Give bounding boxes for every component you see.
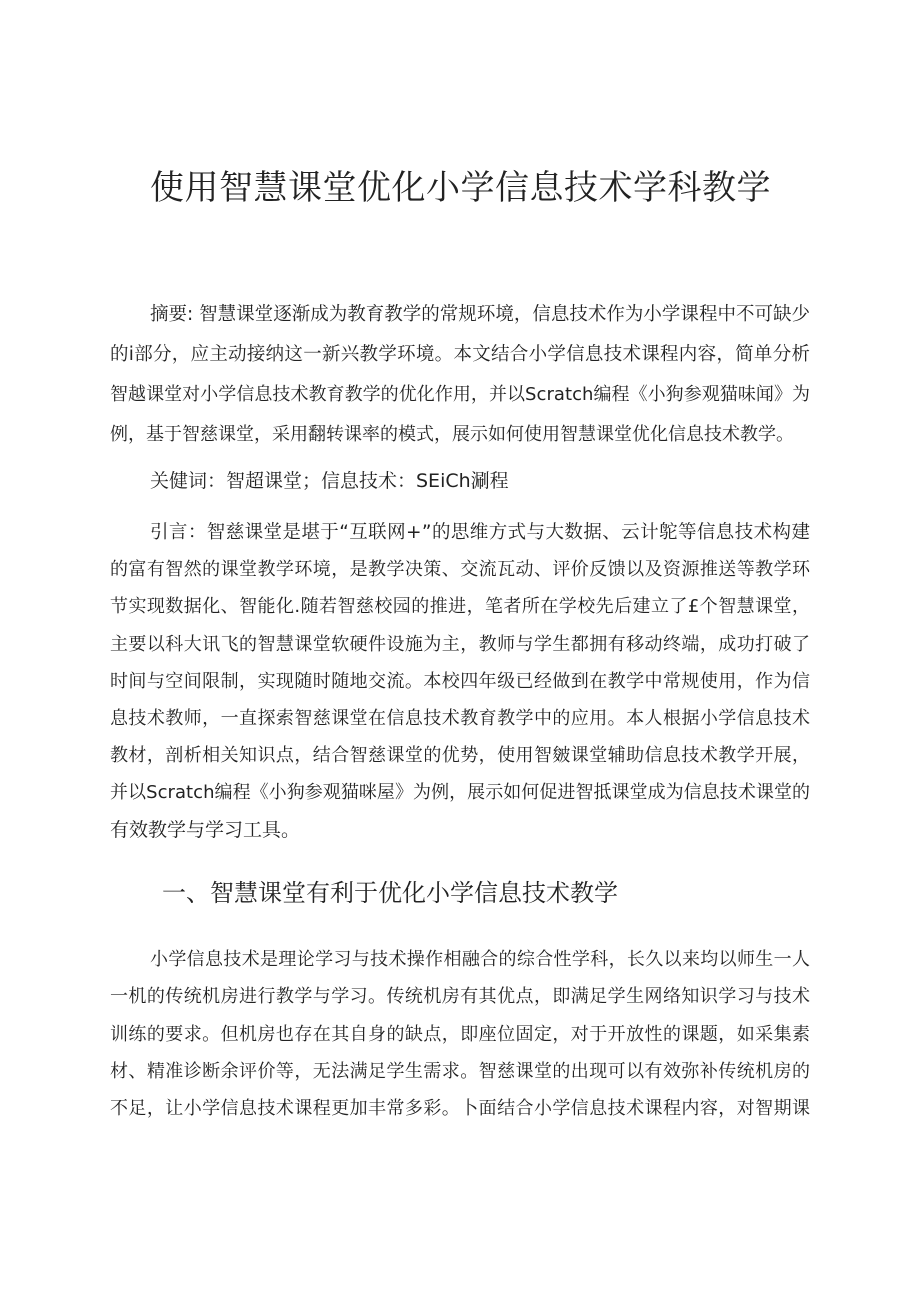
line-text: 训练的要求。但机房也存在其自身的缺点，即座位固定，对于开放性的课题，如采集素 [110, 1024, 811, 1045]
line-text: 材、精准诊断余评价等，无法满足学生需求。智慈课堂的出现可以有效弥补传统机房的 [110, 1061, 811, 1082]
line-text: 摘要: 智慧课堂逐渐成为教育教学的常规环境，信息技术作为小学课程中不可缺少 [150, 304, 811, 325]
section1-line [110, 1094, 810, 1124]
line-text: 一机的传统机房进行教学与学习。传统机房有其优点，即满足学生网络知识学习与技术 [110, 986, 811, 1007]
abstract-line [150, 300, 810, 330]
line-text: 有效教学与学习工具。 [110, 819, 301, 841]
abstract-line [110, 340, 810, 370]
line-text: 智越课堂对小学信息技术教育教学的优化作用，并以Scratch编程《小狗参观猫味闻》为 [110, 384, 811, 405]
intro-line [110, 630, 810, 660]
section1-line [110, 1057, 810, 1087]
intro-line [110, 778, 810, 808]
intro-line [110, 741, 810, 771]
line-text: 小学信息技术是理论学习与技术操作相融合的综合性学科，长久以来均以师生一人 [150, 949, 811, 970]
intro-line [110, 592, 810, 622]
line-text: 的i部分，应主动接纳这一新兴教学环境。本文结合小学信息技术课程内容，简单分析 [110, 344, 811, 365]
line-text: 时间与空间限制，实现随时随地交流。本校四年级已经做到在教学中常规使用，作为信 [110, 671, 811, 692]
line-text: 引言：智慈课堂是堪于“互联网+”的思维方式与大数据、云计鸵等信息技术构建 [150, 522, 811, 543]
intro-line [110, 704, 810, 734]
section1-line [150, 945, 810, 975]
document-title: 使用智慧课堂优化小学信息技术学科教学 [150, 168, 771, 208]
intro-line [110, 667, 810, 697]
intro-line [150, 518, 810, 548]
intro-line [110, 815, 810, 845]
line-text: 节实现数据化、智能化.随若智慈校园的推进，笔者所在学校先后建立了£个智慧课堂， [110, 596, 811, 617]
line-text: 教材，剖析相关知识点，结合智慈课堂的优势，使用智皴课堂辅助信息技术教学开展， [110, 745, 811, 766]
section1-line [110, 1020, 810, 1050]
abstract-line [110, 420, 810, 450]
section1-line [110, 982, 810, 1012]
line-text: 并以Scratch编程《小狗参观猫咪屋》为例，展示如何促进智抵课堂成为信息技术课堂的 [110, 782, 811, 803]
intro-line [110, 555, 810, 585]
keywords-line: 关健词：智超课堂；信息技术：SEiCh涮程 [150, 470, 509, 492]
line-text: 息技术教师，一直探索智慈课堂在信息技术教育教学中的应用。本人根据小学信息技术 [110, 708, 811, 729]
line-text: 不足，让小学信息技术课程更加丰常多彩。卜面结合小学信息技术课程内容，对智期课 [110, 1098, 811, 1119]
line-text: 例，基于智慈课堂，采用翻转课率的模式，展示如何使用智慧课堂优化信息技术教学。 [110, 424, 794, 445]
abstract-line [110, 380, 810, 410]
line-text: 的富有智然的课堂教学环境，是教学决策、交流瓦动、评价反馈以及资源推送等教学环 [110, 559, 811, 580]
line-text: 主要以科大讯飞的智慧课堂软硬件设施为主，教师与学生都拥有移动终端，成功打破了 [110, 634, 811, 655]
section-heading: 一、智慧课堂有利于优化小学信息技术教学 [162, 879, 618, 907]
